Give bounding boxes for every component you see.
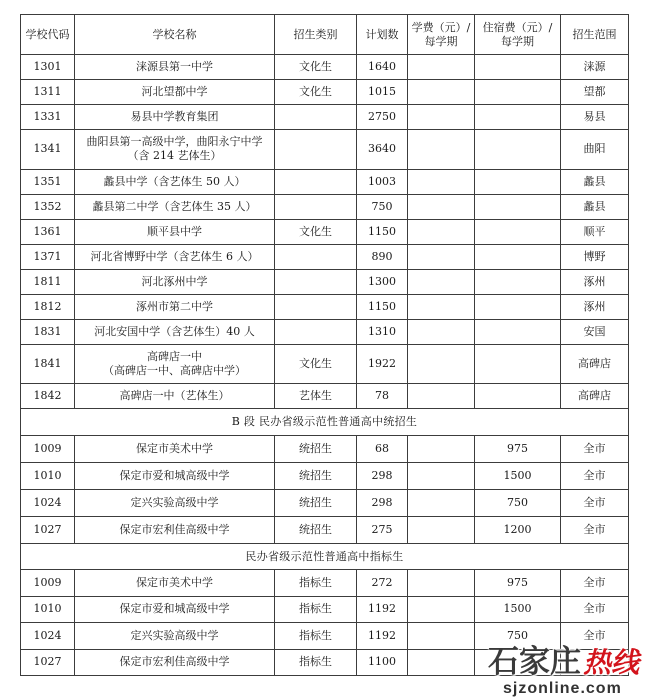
tuition-cell bbox=[408, 219, 475, 244]
school-code-cell: 1027 bbox=[21, 649, 75, 676]
lodging-fee-cell: 975 bbox=[475, 570, 561, 597]
lodging-fee-cell bbox=[475, 294, 561, 319]
scope-cell: 易县 bbox=[561, 105, 629, 130]
scope-cell: 高碑店 bbox=[561, 384, 629, 409]
scope-cell: 全市 bbox=[561, 623, 629, 650]
table-row bbox=[21, 294, 629, 319]
scope-cell: 高碑店 bbox=[561, 344, 629, 384]
section-header-c bbox=[21, 544, 629, 570]
scope-cell: 涿州 bbox=[561, 269, 629, 294]
school-code-cell: 1009 bbox=[21, 436, 75, 463]
tuition-cell bbox=[408, 463, 475, 490]
category-cell: 指标生 bbox=[275, 570, 357, 597]
school-name-cell: 保定市宏利佳高级中学 bbox=[75, 517, 275, 544]
plan-count-cell: 2750 bbox=[357, 105, 408, 130]
watermark-brand-accent: 热线 bbox=[583, 646, 640, 679]
plan-count-cell: 1922 bbox=[357, 344, 408, 384]
table-row bbox=[21, 169, 629, 194]
lodging-fee-cell: 1500 bbox=[475, 463, 561, 490]
scope-cell: 望都 bbox=[561, 80, 629, 105]
school-name-cell: 蠡县第二中学（含艺体生 35 人） bbox=[75, 194, 275, 219]
category-cell: 艺体生 bbox=[275, 384, 357, 409]
school-name-line: （含 214 艺体生） bbox=[127, 149, 222, 163]
school-name-cell: 河北涿州中学 bbox=[75, 269, 275, 294]
category-cell: 统招生 bbox=[275, 490, 357, 517]
plan-count-cell: 1150 bbox=[357, 219, 408, 244]
school-code-cell: 1301 bbox=[21, 55, 75, 80]
plan-count-cell: 890 bbox=[357, 244, 408, 269]
column-header-scope: 招生范围 bbox=[561, 15, 629, 55]
lodging-fee-cell bbox=[475, 169, 561, 194]
plan-count-cell: 1310 bbox=[357, 319, 408, 344]
school-name-cell: 易县中学教育集团 bbox=[75, 105, 275, 130]
lodging-fee-cell bbox=[475, 105, 561, 130]
category-cell bbox=[275, 244, 357, 269]
lodging-fee-cell bbox=[475, 194, 561, 219]
tuition-cell bbox=[408, 269, 475, 294]
column-header-tuition-line: 每学期 bbox=[424, 34, 458, 48]
admissions-plan-table bbox=[20, 14, 629, 676]
tuition-cell bbox=[408, 130, 475, 170]
school-name-cell: 保定市爱和城高级中学 bbox=[75, 463, 275, 490]
school-code-cell: 1311 bbox=[21, 80, 75, 105]
column-header-tuition bbox=[408, 15, 475, 55]
lodging-fee-cell: 1500 bbox=[475, 596, 561, 623]
lodging-fee-cell: 975 bbox=[475, 436, 561, 463]
table-row bbox=[21, 244, 629, 269]
column-header-lodging-line: 住宿费（元）/ bbox=[482, 20, 553, 34]
scope-cell: 全市 bbox=[561, 436, 629, 463]
table-row bbox=[21, 194, 629, 219]
school-code-cell: 1331 bbox=[21, 105, 75, 130]
school-code-cell: 1841 bbox=[21, 344, 75, 384]
school-name-line: 高碑店一中 bbox=[147, 349, 202, 363]
tuition-cell bbox=[408, 319, 475, 344]
school-name-cell: 定兴实验高级中学 bbox=[75, 490, 275, 517]
tuition-cell bbox=[408, 490, 475, 517]
lodging-fee-cell bbox=[475, 344, 561, 384]
tuition-cell bbox=[408, 244, 475, 269]
scope-cell: 顺平 bbox=[561, 219, 629, 244]
header-row bbox=[21, 15, 629, 55]
school-name-line: 曲阳县第一高级中学，曲阳永宁中学 bbox=[86, 135, 263, 149]
school-code-cell: 1831 bbox=[21, 319, 75, 344]
section-title: B 段 民办省级示范性普通高中统招生 bbox=[21, 409, 629, 436]
section-title: 民办省级示范性普通高中指标生 bbox=[21, 544, 629, 570]
tuition-cell bbox=[408, 384, 475, 409]
table-row bbox=[21, 55, 629, 80]
school-code-cell: 1341 bbox=[21, 130, 75, 170]
school-code-cell: 1361 bbox=[21, 219, 75, 244]
school-code-cell: 1010 bbox=[21, 463, 75, 490]
category-cell: 文化生 bbox=[275, 55, 357, 80]
tuition-cell bbox=[408, 649, 475, 676]
scope-cell: 全市 bbox=[561, 517, 629, 544]
category-cell: 统招生 bbox=[275, 436, 357, 463]
scope-cell: 博野 bbox=[561, 244, 629, 269]
table-row bbox=[21, 344, 629, 384]
school-code-cell: 1812 bbox=[21, 294, 75, 319]
section-header-b bbox=[21, 409, 629, 436]
plan-count-cell: 1015 bbox=[357, 80, 408, 105]
category-cell: 文化生 bbox=[275, 80, 357, 105]
scope-cell: 安国 bbox=[561, 319, 629, 344]
plan-count-cell: 298 bbox=[357, 463, 408, 490]
table-row bbox=[21, 517, 629, 544]
school-code-cell: 1009 bbox=[21, 570, 75, 597]
column-header-code: 学校代码 bbox=[21, 15, 75, 55]
lodging-fee-cell bbox=[475, 130, 561, 170]
plan-count-cell: 275 bbox=[357, 517, 408, 544]
school-code-cell: 1811 bbox=[21, 269, 75, 294]
plan-count-cell: 3640 bbox=[357, 130, 408, 170]
tuition-cell bbox=[408, 169, 475, 194]
category-cell: 统招生 bbox=[275, 517, 357, 544]
school-code-cell: 1352 bbox=[21, 194, 75, 219]
category-cell: 指标生 bbox=[275, 596, 357, 623]
school-name-cell: 蠡县中学（含艺体生 50 人） bbox=[75, 169, 275, 194]
column-header-plan: 计划数 bbox=[357, 15, 408, 55]
category-cell: 指标生 bbox=[275, 623, 357, 650]
school-name-cell: 涿州市第二中学 bbox=[75, 294, 275, 319]
school-code-cell: 1027 bbox=[21, 517, 75, 544]
scope-cell: 蠡县 bbox=[561, 169, 629, 194]
lodging-fee-cell bbox=[475, 219, 561, 244]
category-cell bbox=[275, 319, 357, 344]
school-name-cell bbox=[75, 344, 275, 384]
column-header-category: 招生类别 bbox=[275, 15, 357, 55]
table-row bbox=[21, 219, 629, 244]
school-name-cell: 保定市爱和城高级中学 bbox=[75, 596, 275, 623]
tuition-cell bbox=[408, 294, 475, 319]
scope-cell: 全市 bbox=[561, 596, 629, 623]
school-name-cell: 河北望都中学 bbox=[75, 80, 275, 105]
scope-cell: 涿州 bbox=[561, 294, 629, 319]
tuition-cell bbox=[408, 517, 475, 544]
lodging-fee-cell bbox=[475, 269, 561, 294]
plan-count-cell: 1100 bbox=[357, 649, 408, 676]
table-row bbox=[21, 596, 629, 623]
school-name-cell: 河北安国中学（含艺体生）40 人 bbox=[75, 319, 275, 344]
scope-cell: 涞源 bbox=[561, 55, 629, 80]
column-header-lodging-line: 每学期 bbox=[501, 34, 534, 48]
table-row bbox=[21, 269, 629, 294]
tuition-cell bbox=[408, 55, 475, 80]
lodging-fee-cell: 750 bbox=[475, 623, 561, 650]
plan-count-cell: 68 bbox=[357, 436, 408, 463]
tuition-cell bbox=[408, 344, 475, 384]
lodging-fee-cell: 750 bbox=[475, 490, 561, 517]
plan-count-cell: 750 bbox=[357, 194, 408, 219]
school-name-cell: 保定市宏利佳高级中学 bbox=[75, 649, 275, 676]
school-name-cell: 保定市美术中学 bbox=[75, 570, 275, 597]
column-header-lodging bbox=[475, 15, 561, 55]
lodging-fee-cell bbox=[475, 55, 561, 80]
plan-count-cell: 78 bbox=[357, 384, 408, 409]
plan-count-cell: 1192 bbox=[357, 596, 408, 623]
tuition-cell bbox=[408, 570, 475, 597]
category-cell: 文化生 bbox=[275, 344, 357, 384]
table-row bbox=[21, 490, 629, 517]
school-code-cell: 1371 bbox=[21, 244, 75, 269]
watermark-domain: sjzonline.com bbox=[503, 680, 622, 697]
column-header-name: 学校名称 bbox=[75, 15, 275, 55]
category-cell bbox=[275, 294, 357, 319]
scope-cell: 全市 bbox=[561, 570, 629, 597]
category-cell bbox=[275, 169, 357, 194]
category-cell bbox=[275, 130, 357, 170]
plan-count-cell: 298 bbox=[357, 490, 408, 517]
watermark-brand-text: 石家庄 bbox=[488, 644, 581, 680]
table-row bbox=[21, 105, 629, 130]
scope-cell: 全市 bbox=[561, 463, 629, 490]
school-name-cell: 涞源县第一中学 bbox=[75, 55, 275, 80]
category-cell: 统招生 bbox=[275, 463, 357, 490]
lodging-fee-cell bbox=[475, 384, 561, 409]
school-code-cell: 1024 bbox=[21, 623, 75, 650]
plan-count-cell: 1300 bbox=[357, 269, 408, 294]
tuition-cell bbox=[408, 436, 475, 463]
school-name-cell bbox=[75, 130, 275, 170]
plan-count-cell: 1150 bbox=[357, 294, 408, 319]
category-cell bbox=[275, 105, 357, 130]
lodging-fee-cell bbox=[475, 319, 561, 344]
tuition-cell bbox=[408, 194, 475, 219]
plan-count-cell: 1192 bbox=[357, 623, 408, 650]
category-cell: 文化生 bbox=[275, 219, 357, 244]
school-name-cell: 顺平县中学 bbox=[75, 219, 275, 244]
lodging-fee-cell bbox=[475, 80, 561, 105]
table-row bbox=[21, 570, 629, 597]
lodging-fee-cell: 1200 bbox=[475, 517, 561, 544]
plan-count-cell: 1640 bbox=[357, 55, 408, 80]
tuition-cell bbox=[408, 623, 475, 650]
school-name-cell: 保定市美术中学 bbox=[75, 436, 275, 463]
column-header-tuition-line: 学费（元）/ bbox=[411, 20, 471, 34]
tuition-cell bbox=[408, 105, 475, 130]
table-row bbox=[21, 463, 629, 490]
school-name-cell: 定兴实验高级中学 bbox=[75, 623, 275, 650]
table-row bbox=[21, 80, 629, 105]
tuition-cell bbox=[408, 80, 475, 105]
school-name-cell: 高碑店一中（艺体生） bbox=[75, 384, 275, 409]
category-cell bbox=[275, 269, 357, 294]
table-row bbox=[21, 384, 629, 409]
table-row bbox=[21, 436, 629, 463]
scope-cell: 全市 bbox=[561, 490, 629, 517]
scope-cell: 曲阳 bbox=[561, 130, 629, 170]
tuition-cell bbox=[408, 596, 475, 623]
scope-cell: 蠡县 bbox=[561, 194, 629, 219]
table-row bbox=[21, 130, 629, 170]
category-cell: 指标生 bbox=[275, 649, 357, 676]
category-cell bbox=[275, 194, 357, 219]
plan-count-cell: 1003 bbox=[357, 169, 408, 194]
school-name-cell: 河北省博野中学（含艺体生 6 人） bbox=[75, 244, 275, 269]
lodging-fee-cell bbox=[475, 244, 561, 269]
school-code-cell: 1024 bbox=[21, 490, 75, 517]
school-code-cell: 1842 bbox=[21, 384, 75, 409]
plan-count-cell: 272 bbox=[357, 570, 408, 597]
table-row bbox=[21, 319, 629, 344]
school-code-cell: 1010 bbox=[21, 596, 75, 623]
school-code-cell: 1351 bbox=[21, 169, 75, 194]
school-name-line: （高碑店一中、高碑店中学） bbox=[103, 363, 246, 377]
